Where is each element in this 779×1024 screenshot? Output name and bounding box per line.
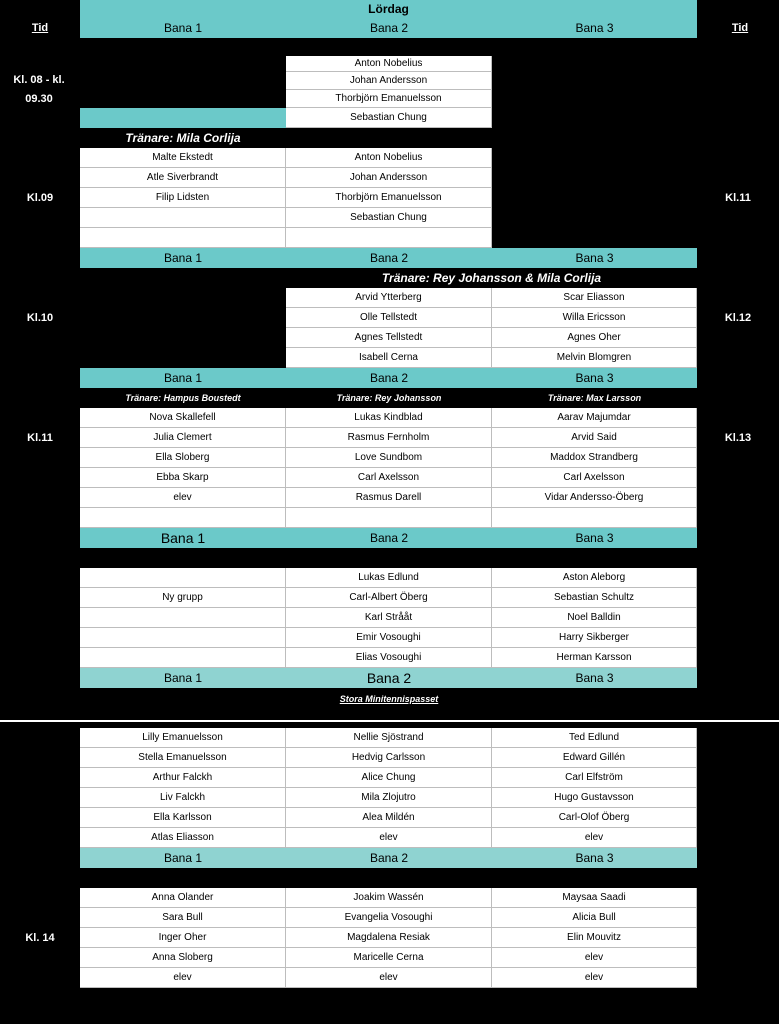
player-cell: Rasmus Fernholm	[286, 428, 492, 448]
time-label-right: Kl.11	[725, 191, 751, 204]
player-cell: Elias Vosoughi	[286, 648, 492, 668]
player-cell: Alicia Bull	[492, 908, 697, 928]
player-cell: Olle Tellstedt	[286, 308, 492, 328]
player-cell: Agnes Tellstedt	[286, 328, 492, 348]
player-cell: Julia Clemert	[80, 428, 286, 448]
player-cell	[80, 208, 286, 228]
bana-3-header: Bana 3	[492, 368, 697, 388]
bana-1-header: Bana 1	[80, 528, 286, 548]
empty-cell	[80, 648, 286, 668]
player-cell: Harry Sikberger	[492, 628, 697, 648]
player-cell: elev	[286, 828, 492, 848]
time-label-right: Kl.12	[724, 311, 752, 324]
player-cell: Anton Nobelius	[286, 56, 492, 72]
bana-2-header: Bana 2	[286, 528, 492, 548]
player-cell: Sebastian Schultz	[492, 588, 697, 608]
player-cell: elev	[492, 948, 697, 968]
coach-label: Tränare: Rey Johansson	[336, 393, 442, 403]
player-cell: Malte Ekstedt	[80, 148, 286, 168]
player-cell: Hugo Gustavsson	[492, 788, 697, 808]
player-cell: Elin Mouvitz	[492, 928, 697, 948]
player-cell: Thorbjörn Emanuelsson	[286, 188, 492, 208]
player-cell: Stella Emanuelsson	[80, 748, 286, 768]
time-label-right: Kl.13	[724, 431, 752, 444]
player-cell: Karl Strååt	[286, 608, 492, 628]
player-cell: Edward Gillén	[492, 748, 697, 768]
player-cell: elev	[80, 968, 286, 988]
empty-cell	[80, 628, 286, 648]
player-cell: Joakim Wassén	[286, 888, 492, 908]
player-cell: Isabell Cerna	[286, 348, 492, 368]
player-cell: Nellie Sjöstrand	[286, 728, 492, 748]
player-cell: Anton Nobelius	[286, 148, 492, 168]
player-cell: Atlas Eliasson	[80, 828, 286, 848]
player-cell: Agnes Oher	[492, 328, 697, 348]
player-cell	[80, 508, 286, 528]
player-cell: Ella Sloberg	[80, 448, 286, 468]
player-cell: Mila Zlojutro	[286, 788, 492, 808]
player-cell: Love Sundbom	[286, 448, 492, 468]
player-cell: elev	[286, 968, 492, 988]
player-cell: Lukas Edlund	[286, 568, 492, 588]
player-cell: Anna Sloberg	[80, 948, 286, 968]
bana-3-header: Bana 3	[492, 248, 697, 268]
coach-label: Tränare: Hampus Boustedt	[125, 393, 241, 403]
background-band	[0, 720, 779, 722]
player-cell: Sara Bull	[80, 908, 286, 928]
coach-label: Tränare: Rey Johansson & Mila Corlija	[381, 271, 602, 285]
player-cell: Alea Mildén	[286, 808, 492, 828]
player-cell: Rasmus Darell	[286, 488, 492, 508]
player-cell: elev	[492, 828, 697, 848]
player-cell: Carl Axelsson	[492, 468, 697, 488]
player-cell: Ted Edlund	[492, 728, 697, 748]
bana-3-header: Bana 3	[492, 528, 697, 548]
player-cell: Alice Chung	[286, 768, 492, 788]
bana-2-header: Bana 2	[286, 248, 492, 268]
time-label-left: Kl.09	[26, 191, 54, 204]
player-cell: Filip Lidsten	[80, 188, 286, 208]
time-label-left: Kl.10	[26, 311, 54, 324]
player-cell: Sebastian Chung	[286, 208, 492, 228]
bana-3-header: Bana 3	[492, 848, 697, 868]
player-cell: Johan Andersson	[286, 168, 492, 188]
bana-2-header: Bana 2	[286, 668, 492, 688]
player-cell: Evangelia Vosoughi	[286, 908, 492, 928]
bana-1-header: Bana 1	[80, 248, 286, 268]
player-cell: Herman Karsson	[492, 648, 697, 668]
bana-3-header: Bana 3	[492, 668, 697, 688]
player-cell: Hedvig Carlsson	[286, 748, 492, 768]
player-cell: Vidar Andersso-Öberg	[492, 488, 697, 508]
player-cell: Emir Vosoughi	[286, 628, 492, 648]
player-cell: Sebastian Chung	[286, 108, 492, 128]
player-cell: Willa Ericsson	[492, 308, 697, 328]
time-label-left: Kl. 14	[25, 931, 55, 944]
player-cell	[286, 508, 492, 528]
player-cell: Johan Andersson	[286, 72, 492, 90]
player-cell	[286, 228, 492, 248]
bana-2-header: Bana 2	[286, 18, 492, 38]
player-cell: Nova Skallefell	[80, 408, 286, 428]
player-cell: Arvid Ytterberg	[286, 288, 492, 308]
player-cell: Arvid Said	[492, 428, 697, 448]
bana-2-header: Bana 2	[286, 368, 492, 388]
player-cell: Carl Axelsson	[286, 468, 492, 488]
bana-1-header: Bana 1	[80, 368, 286, 388]
player-cell: Lilly Emanuelsson	[80, 728, 286, 748]
bana-1-header: Bana 1	[80, 18, 286, 38]
empty-cell	[80, 608, 286, 628]
group-label: Ny grupp	[80, 588, 286, 608]
player-cell: Aarav Majumdar	[492, 408, 697, 428]
player-cell: Atle Siverbrandt	[80, 168, 286, 188]
bana-1-header: Bana 1	[80, 668, 286, 688]
player-cell: Carl-Olof Öberg	[492, 808, 697, 828]
player-cell: Maysaa Saadi	[492, 888, 697, 908]
day-title: Lördag	[80, 0, 697, 18]
session-title: Stora Minitennispasset	[339, 694, 439, 704]
player-cell: Carl Elfström	[492, 768, 697, 788]
player-cell: Maricelle Cerna	[286, 948, 492, 968]
bana-1-header: Bana 1	[80, 848, 286, 868]
tid-label-left: Tid	[31, 21, 49, 34]
coach-label: Tränare: Max Larsson	[547, 393, 642, 403]
player-cell: Carl-Albert Öberg	[286, 588, 492, 608]
player-cell: Aston Aleborg	[492, 568, 697, 588]
player-cell: Anna Olander	[80, 888, 286, 908]
time-label: Kl. 08 - kl. 09.30	[13, 74, 65, 105]
player-cell: Melvin Blomgren	[492, 348, 697, 368]
empty-accent-cell	[80, 108, 286, 128]
player-cell: Ebba Skarp	[80, 468, 286, 488]
bana-3-header: Bana 3	[492, 18, 697, 38]
player-cell: Inger Oher	[80, 928, 286, 948]
player-cell: Ella Karlsson	[80, 808, 286, 828]
player-cell	[80, 228, 286, 248]
player-cell: Lukas Kindblad	[286, 408, 492, 428]
player-cell: Scar Eliasson	[492, 288, 697, 308]
bana-2-header: Bana 2	[286, 848, 492, 868]
player-cell: Arthur Falckh	[80, 768, 286, 788]
player-cell: Magdalena Resiak	[286, 928, 492, 948]
player-cell: Maddox Strandberg	[492, 448, 697, 468]
player-cell: elev	[80, 488, 286, 508]
player-cell: elev	[492, 968, 697, 988]
player-cell: Noel Balldin	[492, 608, 697, 628]
empty-cell	[80, 568, 286, 588]
player-cell: Liv Falckh	[80, 788, 286, 808]
player-cell	[492, 508, 697, 528]
tid-label-right: Tid	[731, 21, 749, 34]
player-cell: Thorbjörn Emanuelsson	[286, 90, 492, 108]
time-label-left: Kl.11	[27, 431, 53, 444]
coach-label: Tränare: Mila Corlija	[125, 131, 241, 145]
